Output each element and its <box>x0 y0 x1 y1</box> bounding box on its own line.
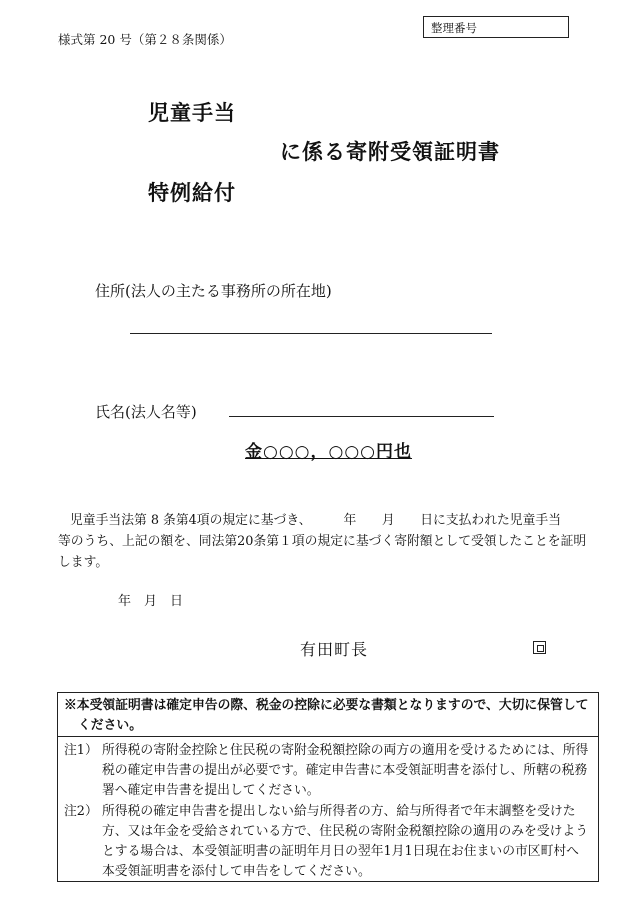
certification-line-1: 児童手当法第 8 条第4項の規定に基づき、 年 月 日に支払われた児童手当 <box>70 513 561 528</box>
title-line-special-benefit: 特例給付 <box>148 180 236 205</box>
issue-date: 年 月 日 <box>118 594 184 609</box>
issuer-name: 有田町長 <box>300 640 369 659</box>
certification-line-3: します。 <box>58 555 109 570</box>
form-number: 様式第 20 号（第２８条関係） <box>58 32 232 47</box>
notes-box <box>57 692 599 882</box>
address-field-line[interactable] <box>130 333 492 334</box>
notes-header-line-2: ください。 <box>78 718 142 733</box>
note-1-text: 所得税の寄附金控除と住民税の寄附金税額控除の両方の適用を受けるためには、所得税の確定申告書の提出が必要です。確定申告書に本受領証明書を添付し、所轄の税務署へ確定申告書を提出してください。 <box>102 743 589 798</box>
donation-amount: 金○○○，○○○円也 <box>245 442 413 462</box>
note-1-label: 注1） <box>64 743 98 758</box>
certification-line-2: 等のうち、上記の額を、同法第20条第１項の規定に基づく寄附額として受領したことを証明 <box>58 534 587 549</box>
notes-header <box>58 693 598 737</box>
notes-header-line-1: ※本受領証明書は確定申告の際、税金の控除に必要な書類となりますので、大切に保管して <box>64 698 589 713</box>
certification-text <box>58 510 588 573</box>
note-2 <box>64 802 590 882</box>
name-label: 氏名(法人名等) <box>95 403 197 421</box>
note-1 <box>64 741 590 801</box>
title-line-child-allowance: 児童手当 <box>148 100 236 125</box>
reference-number-box[interactable]: 整理番号 <box>423 16 569 38</box>
note-2-label: 注2） <box>64 804 98 819</box>
address-label: 住所(法人の主たる事務所の所在地) <box>95 282 332 300</box>
seal-icon <box>533 641 546 654</box>
note-2-text: 所得税の確定申告書を提出しない給与所得者の方、給与所得者で年末調整を受けた方、又は年金を受給されている方で、住民税の寄附金税額控除の適用のみを受けようとする場合は、本受領証明書の証明年月日の翌年1月1日現在お住まいの市区町村へ本受領証明書を添付して申告をしてください。 <box>102 804 589 879</box>
title-line-certificate: に係る寄附受領証明書 <box>280 139 500 164</box>
name-field-line[interactable] <box>229 416 494 417</box>
